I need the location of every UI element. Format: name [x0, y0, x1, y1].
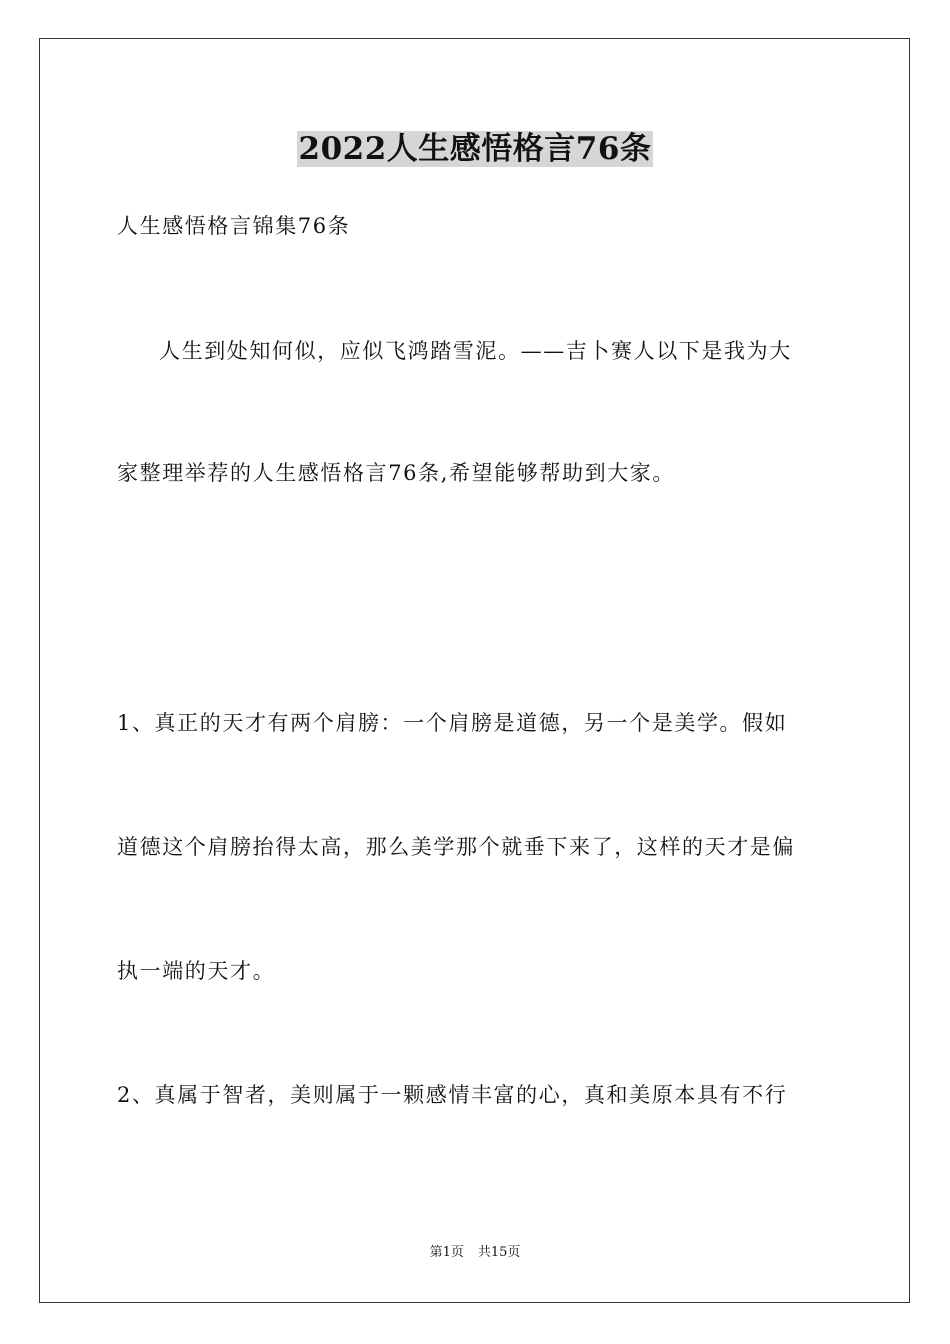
document-title — [0, 127, 950, 171]
paragraph-line: 人生到处知何似，应似飞鸿踏雪泥。——吉卜赛人以下是我为大 — [159, 339, 792, 363]
paragraph-line: 1、真正的天才有两个肩膀：一个肩膀是道德，另一个是美学。假如 — [117, 711, 788, 735]
paragraph-line: 家整理举荐的人生感悟格言76条,希望能够帮助到大家。 — [117, 461, 675, 485]
title-text: 2022人生感悟格言76条 — [298, 131, 652, 167]
paragraph-line: 道德这个肩膀抬得太高，那么美学那个就垂下来了，这样的天才是偏 — [117, 835, 795, 859]
paragraph-line: 执一端的天才。 — [117, 959, 276, 983]
page-total: 共15页 — [477, 1245, 521, 1260]
document-subtitle: 人生感悟格言锦集76条 — [117, 214, 351, 238]
paragraph-line: 2、真属于智者，美则属于一颗感情丰富的心，真和美原本具有不行 — [117, 1083, 788, 1107]
page-footer — [0, 1244, 950, 1262]
page-number: 第1页 — [429, 1245, 464, 1260]
